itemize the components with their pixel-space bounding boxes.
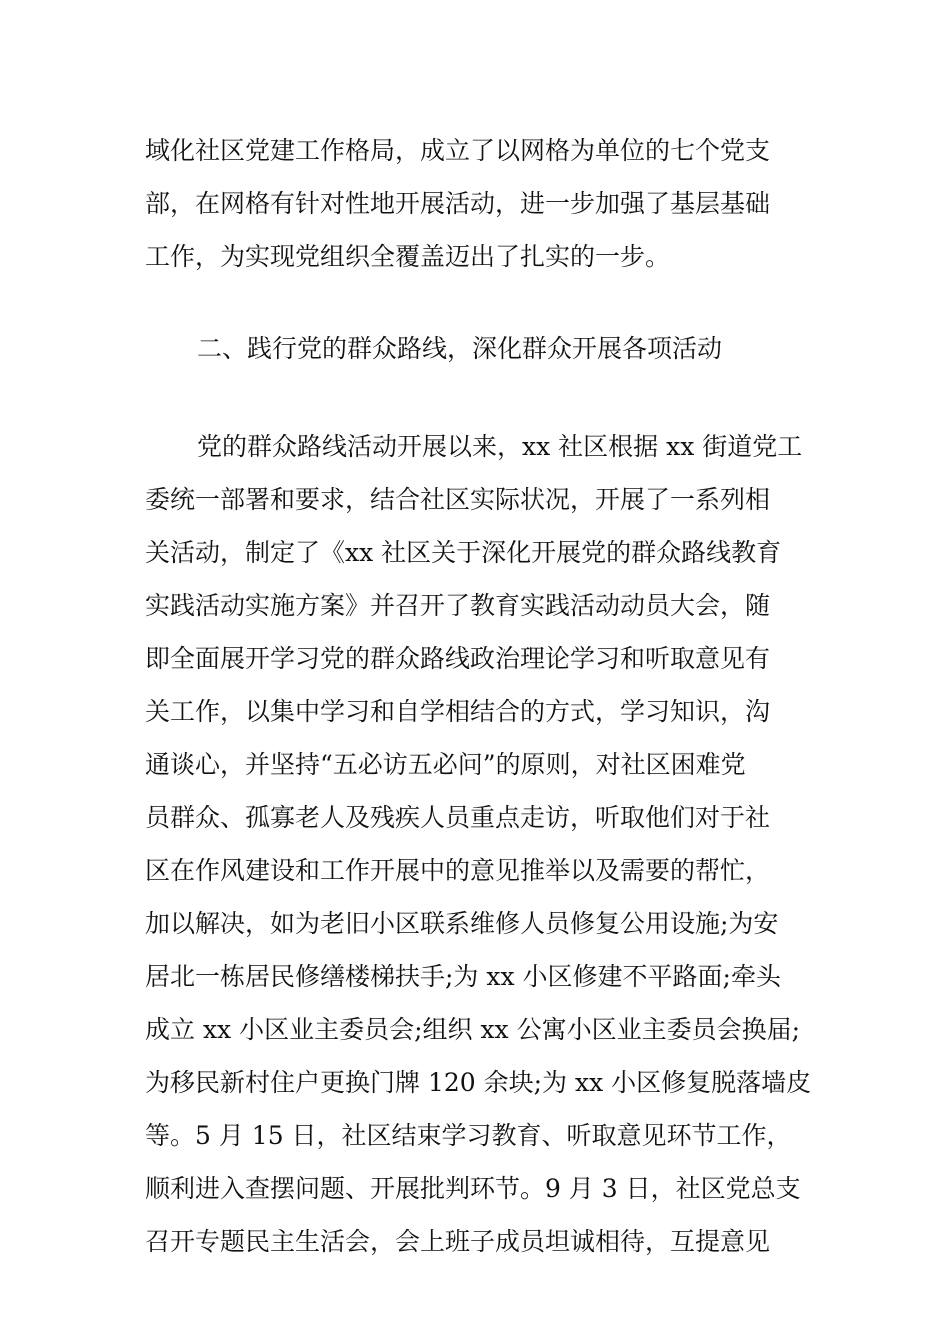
- text-line: 即全面展开学习党的群众路线政治理论学习和听取意见有: [145, 644, 771, 673]
- text-line: 顺利进入查摆问题、开展批判环节。9 月 3 日，社区党总支: [145, 1174, 801, 1203]
- text-line: 工作，为实现党组织全覆盖迈出了扎实的一步。: [145, 242, 671, 271]
- text-line: 通谈心，并坚持“五必访五必问”的原则，对社区困难党: [145, 750, 746, 779]
- text-line: 等。5 月 15 日，社区结束学习教育、听取意见环节工作，: [145, 1121, 792, 1150]
- text-line: 关工作，以集中学习和自学相结合的方式，学习知识，沟: [145, 697, 771, 726]
- text-line: 加以解决，如为老旧小区联系维修人员修复公用设施;为安: [145, 909, 779, 938]
- text-line: 区在作风建设和工作开展中的意见推举以及需要的帮忙，: [145, 856, 771, 885]
- text-line: 成立 xx 小区业主委员会;组织 xx 公寓小区业主委员会换届;: [145, 1015, 801, 1044]
- text-line: 居北一栋居民修缮楼梯扶手;为 xx 小区修建不平路面;牵头: [145, 962, 781, 991]
- paragraph-body: [145, 420, 810, 1268]
- text-line: 关活动，制定了《xx 社区关于深化开展党的群众路线教育: [145, 538, 782, 567]
- paragraph-continuation: [145, 124, 810, 283]
- section-heading-text: 二、践行党的群众路线，深化群众开展各项活动: [197, 334, 723, 363]
- text-line: 部，在网格有针对性地开展活动，进一步加强了基层基础: [145, 189, 771, 218]
- text-line: 召开专题民主生活会，会上班子成员坦诚相待，互提意见: [145, 1227, 771, 1256]
- text-line: 为移民新村住户更换门牌 120 余块;为 xx 小区修复脱落墙皮: [145, 1068, 812, 1097]
- text-line: 员群众、孤寡老人及残疾人员重点走访，听取他们对于社: [145, 803, 771, 832]
- text-line: 实践活动实施方案》并召开了教育实践活动动员大会，随: [145, 591, 771, 620]
- text-line: 域化社区党建工作格局，成立了以网格为单位的七个党支: [145, 136, 771, 165]
- text-line: 党的群众路线活动开展以来，xx 社区根据 xx 街道党工: [197, 432, 803, 461]
- text-line: 委统一部署和要求，结合社区实际状况，开展了一系列相: [145, 485, 771, 514]
- section-heading: [145, 322, 810, 375]
